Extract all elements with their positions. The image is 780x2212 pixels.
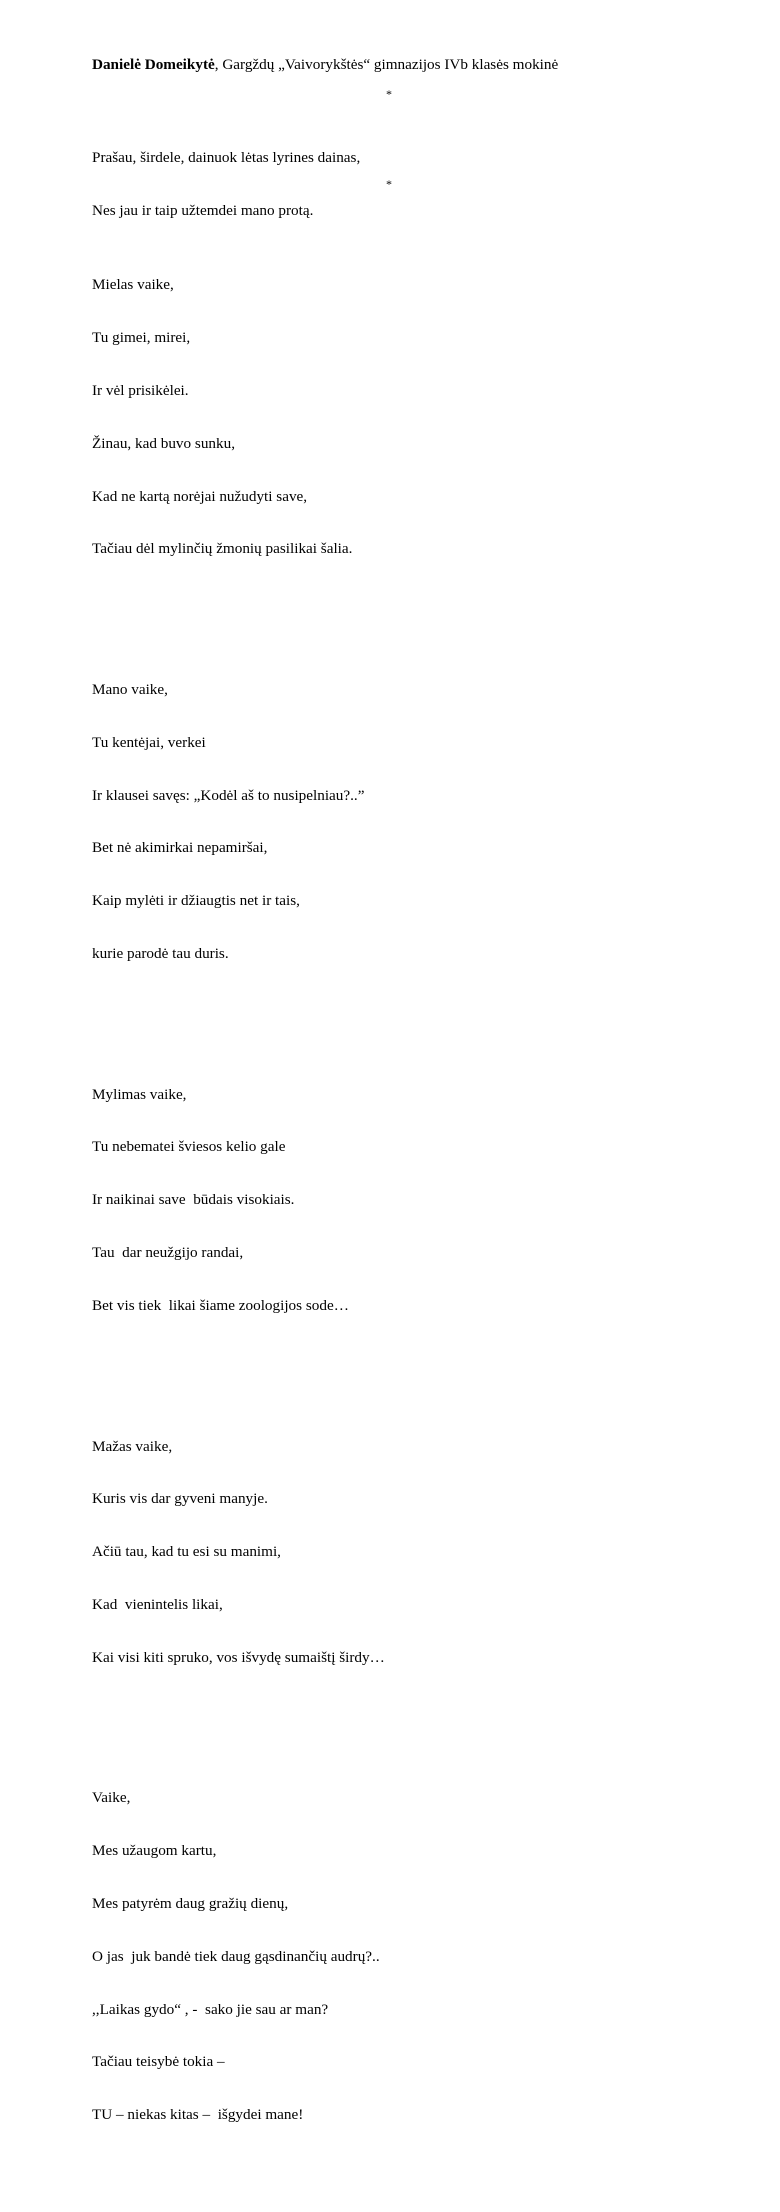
poem-line: Ir klausei savęs: „Kodėl aš to nusipelniau?..” [92,786,365,804]
poem-line: Tu kentėjai, verkei [92,733,206,751]
poem-line: Vaike, [92,1789,131,1807]
poem-line: Bet nė akimirkai nepamiršai, [92,839,268,857]
poem-line: Žinau, kad buvo sunku, [92,434,235,452]
poem-line: Bet vis tiek likai šiame zoologijos sode… [92,1296,349,1314]
poem-line: Tačiau teisybė tokia – [92,2053,225,2071]
stanza-4 [92,1402,385,1701]
poem-line: O jas juk bandė tiek daug gąsdinančių audrų?.. [92,1947,380,1965]
poem-line: Ačiū tau, kad tu esi su manimi, [92,1543,281,1561]
author-line [92,56,558,74]
poem [92,206,385,2212]
poem-line: Ir naikinai save būdais visokiais. [92,1191,295,1209]
stanza-3 [92,1051,385,1350]
poem-line: Tačiau dėl mylinčių žmonių pasilikai šalia. [92,540,353,558]
poem-line: Mylimas vaike, [92,1085,187,1103]
separator-1-mark: * [386,87,392,101]
poem-line: Mano vaike, [92,681,168,699]
poem-line: Kad vienintelis likai, [92,1595,223,1613]
poem-line: Mes patyrėm daug gražių dienų, [92,1895,289,1912]
poem-line: Tau dar neužgijo randai, [92,1244,244,1262]
poem-line: Kad ne kartą norėjai nužudyti save, [92,487,308,505]
poem-line: Kuris vis dar gyveni manyje. [92,1490,268,1508]
poem-line: Tu gimei, mirei, [92,329,191,347]
author-affiliation: , Gargždų „Vaivorykštės“ gimnazijos IVb klasės mokinė [214,56,559,73]
poem-line: Tu nebematei šviesos kelio gale [92,1138,286,1156]
poem-line: kurie parodė tau duris. [92,944,229,962]
poem-line: Ir vėl prisikėlei. [92,381,189,399]
stanza-2 [92,646,385,998]
poem-line: Mielas vaike, [92,276,174,294]
poem-line: TU – niekas kitas – išgydei mane! [92,2106,304,2124]
poem-line: Kai visi kiti spruko, vos išvydę sumaištį širdy… [92,1648,385,1666]
poem-line: Mes užaugom kartu, [92,1842,217,1860]
poem-line: Kaip mylėti ir džiaugtis net ir tais, [92,892,300,910]
poem-line: Mažas vaike, [92,1437,173,1455]
poem-line: ,,Laikas gydo“ , - sako jie sau ar man? [92,2000,329,2018]
intro-line: Nes jau ir taip užtemdei mano protą. [92,201,314,219]
separator-2-mark: * [386,177,392,191]
intro-line: Prašau, širdele, dainuok lėtas lyrines dainas, [92,149,361,167]
stanza-5 [92,1754,385,2159]
stanza-1 [92,241,385,593]
author-name: Danielė Domeikytė [92,56,215,73]
